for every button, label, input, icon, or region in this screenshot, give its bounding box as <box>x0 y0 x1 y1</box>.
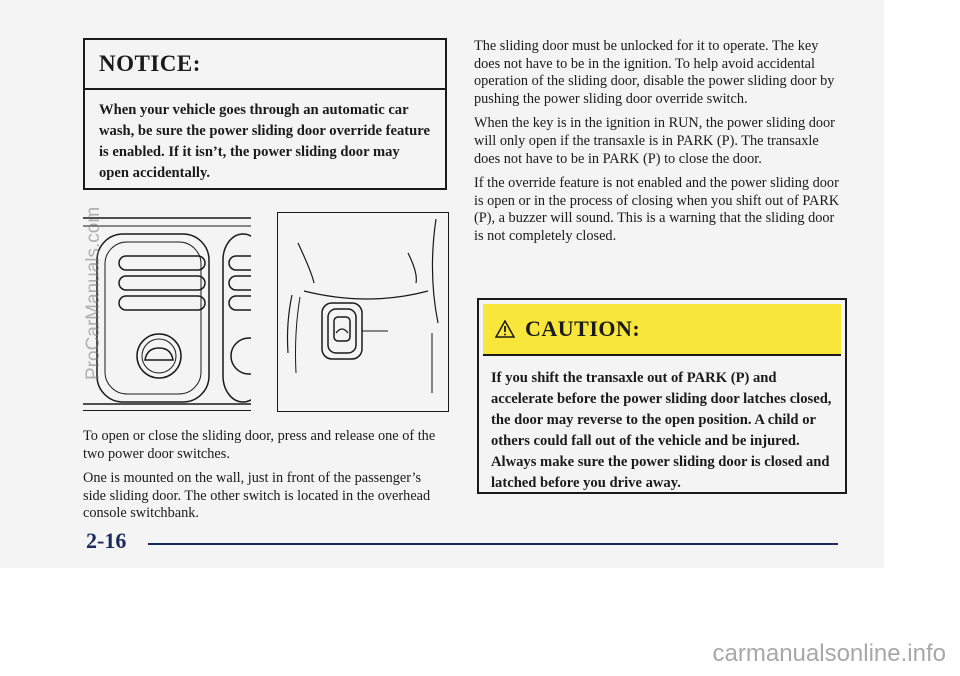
right-column-text <box>474 38 844 253</box>
left-column-text <box>83 428 445 530</box>
caution-body: If you shift the transaxle out of PARK (P) and accelerate before the power sliding door latches closed, the door may reverse to the open position. A child or others could fall out of the vehicle and be injured. Always make sure the power sliding door is closed and latched before you drive away. <box>491 370 832 491</box>
paragraph: The sliding door must be unlocked for it to operate. The key does not have to be in the ignition. To help avoid accidental operation of the sliding door, disable the power sliding door by pushing the power sliding door override switch. <box>474 38 835 107</box>
page-number: 2-16 <box>86 528 127 553</box>
warning-triangle-icon <box>495 320 515 338</box>
notice-heading: NOTICE: <box>85 40 445 90</box>
side-watermark: ProCarManuals.com <box>83 206 104 380</box>
caution-box <box>477 298 847 494</box>
switchbank-drawing <box>83 212 251 410</box>
paragraph: To open or close the sliding door, press and release one of the two power door switches. <box>83 428 436 462</box>
wall-switch-drawing <box>278 213 448 411</box>
wall-switch-illustration <box>277 212 449 412</box>
paragraph: One is mounted on the wall, just in front of the passenger’s side sliding door. The other switch is located in the overhead console switchbank. <box>83 470 431 522</box>
overhead-switchbank-illustration <box>83 212 251 411</box>
bottom-watermark: carmanualsonline.info <box>712 640 946 667</box>
notice-box <box>83 38 447 190</box>
notice-body: When your vehicle goes through an automatic car wash, be sure the power sliding door override feature is enabled. If it isn’t, the power sliding door may open accidentally. <box>99 102 430 181</box>
paragraph: When the key is in the ignition in RUN, the power sliding door will only open if the transaxle is in PARK (P). The transaxle does not have to be in PARK (P) to close the door. <box>474 115 835 167</box>
paragraph: If the override feature is not enabled and the power sliding door is open or in the process of closing when you shift out of PARK (P), a buzzer will sound. This is a warning that the sliding door is not completely closed. <box>474 175 840 244</box>
footer-rule <box>148 543 838 545</box>
caution-heading <box>483 304 841 356</box>
caution-heading-text: CAUTION: <box>525 316 641 341</box>
